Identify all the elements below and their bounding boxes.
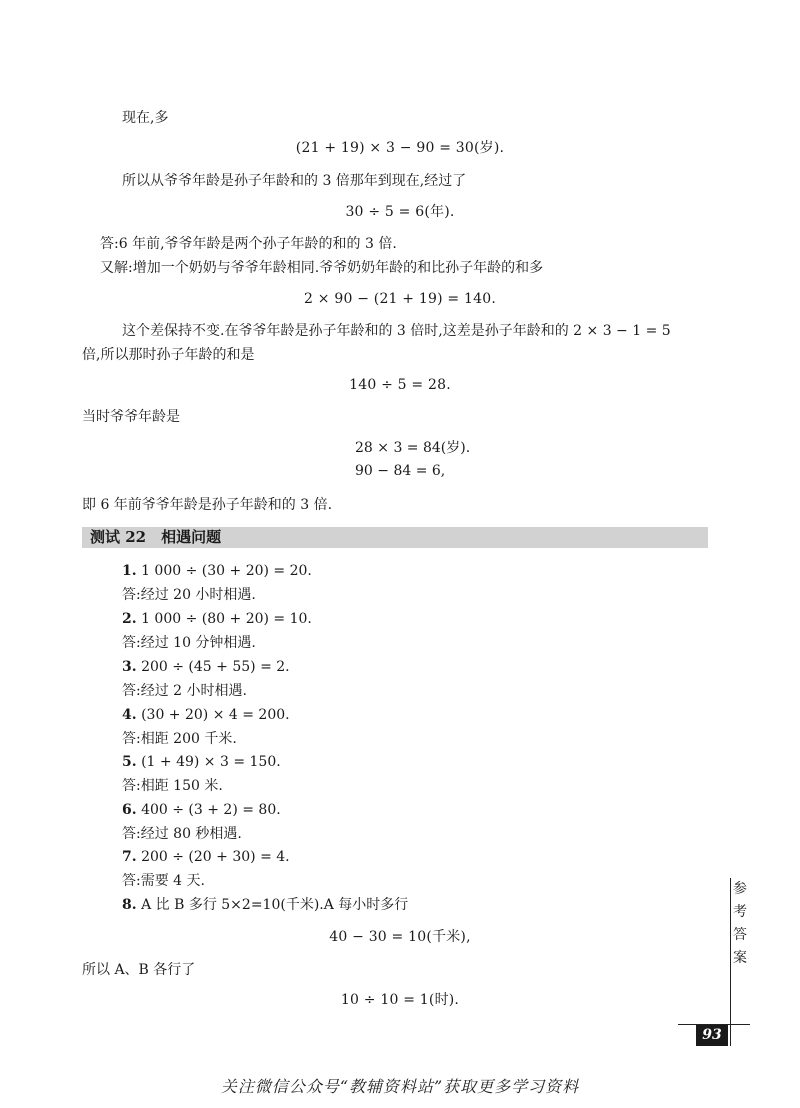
page-number: 93 — [696, 1025, 728, 1046]
answer-text: 答:经过 10 分钟相遇. — [122, 635, 256, 651]
answer-eq-text: 400 ÷ (3 + 2) = 80. — [141, 802, 281, 818]
answer-text: 答:需要 4 天. — [122, 873, 205, 889]
answer-number: 6. — [122, 802, 137, 818]
text-line: 这个差保持不变.在爷爷年龄是孙子年龄和的 3 倍时,这差是孙子年龄和的 2 × 3 − 1 = 5 — [122, 323, 671, 339]
section-title: 测试 22 相遇问题 — [90, 528, 222, 546]
equation: 90 − 84 = 6, — [355, 463, 446, 479]
answer-equation — [122, 705, 290, 725]
equation: 2 × 90 − (21 + 19) = 140. — [304, 291, 496, 307]
answer-text: 答:经过 80 秒相遇. — [122, 826, 242, 842]
text-line: 所以 A、B 各行了 — [82, 962, 196, 978]
side-tab-label: 参考答案 — [733, 881, 747, 966]
answer-number: 5. — [122, 754, 137, 770]
text-line: 所以从爷爷年龄是孙子年龄和的 3 倍那年到现在,经过了 — [122, 173, 467, 189]
answer-equation — [122, 752, 281, 772]
text-line: 又解:增加一个奶奶与爷爷年龄相同.爷爷奶奶年龄的和比孙子年龄的和多 — [100, 260, 544, 276]
answer-eq-text: 1 000 ÷ (30 + 20) = 20. — [141, 563, 312, 579]
answer-number: 7. — [122, 849, 137, 865]
answer-equation — [122, 800, 281, 820]
answer-equation — [122, 561, 312, 581]
equation: 40 − 30 = 10(千米), — [329, 929, 471, 945]
answer-text: 答:经过 2 小时相遇. — [122, 683, 247, 699]
answer-eq-text: 200 ÷ (45 + 55) = 2. — [141, 659, 290, 675]
answer-equation — [122, 895, 408, 915]
text-line: 现在,多 — [122, 110, 169, 126]
answer-eq-text: A 比 B 多行 5×2=10(千米).A 每小时多行 — [141, 897, 409, 913]
answer-equation — [122, 609, 312, 629]
text-line: 倍,所以那时孙子年龄的和是 — [82, 347, 255, 363]
answer-eq-text: 200 ÷ (20 + 30) = 4. — [141, 849, 290, 865]
answer-number: 8. — [122, 897, 137, 913]
answer-eq-text: 1 000 ÷ (80 + 20) = 10. — [141, 611, 312, 627]
equation: 30 ÷ 5 = 6(年). — [345, 204, 455, 220]
answer-text: 答:相距 200 千米. — [122, 731, 237, 747]
footer-watermark: 关注微信公众号“教辅资料站”获取更多学习资料 — [220, 1077, 580, 1096]
text-line: 答:6 年前,爷爷年龄是两个孙子年龄的和的 3 倍. — [100, 236, 397, 252]
answer-text: 答:经过 20 小时相遇. — [122, 587, 256, 603]
answer-number: 3. — [122, 659, 137, 675]
answer-equation — [122, 847, 290, 867]
equation: 140 ÷ 5 = 28. — [349, 377, 451, 393]
answer-number: 4. — [122, 707, 137, 723]
equation: 28 × 3 = 84(岁). — [355, 440, 471, 456]
equation: (21 + 19) × 3 − 90 = 30(岁). — [295, 140, 505, 156]
answer-eq-text: (1 + 49) × 3 = 150. — [141, 754, 281, 770]
answer-eq-text: (30 + 20) × 4 = 200. — [141, 707, 290, 723]
text-line: 即 6 年前爷爷年龄是孙子年龄和的 3 倍. — [82, 497, 333, 513]
answer-number: 2. — [122, 611, 137, 627]
answer-equation — [122, 657, 290, 677]
equation: 10 ÷ 10 = 1(时). — [340, 992, 460, 1008]
answer-text: 答:相距 150 米. — [122, 778, 223, 794]
text-line: 当时爷爷年龄是 — [82, 409, 180, 425]
answer-number: 1. — [122, 563, 137, 579]
